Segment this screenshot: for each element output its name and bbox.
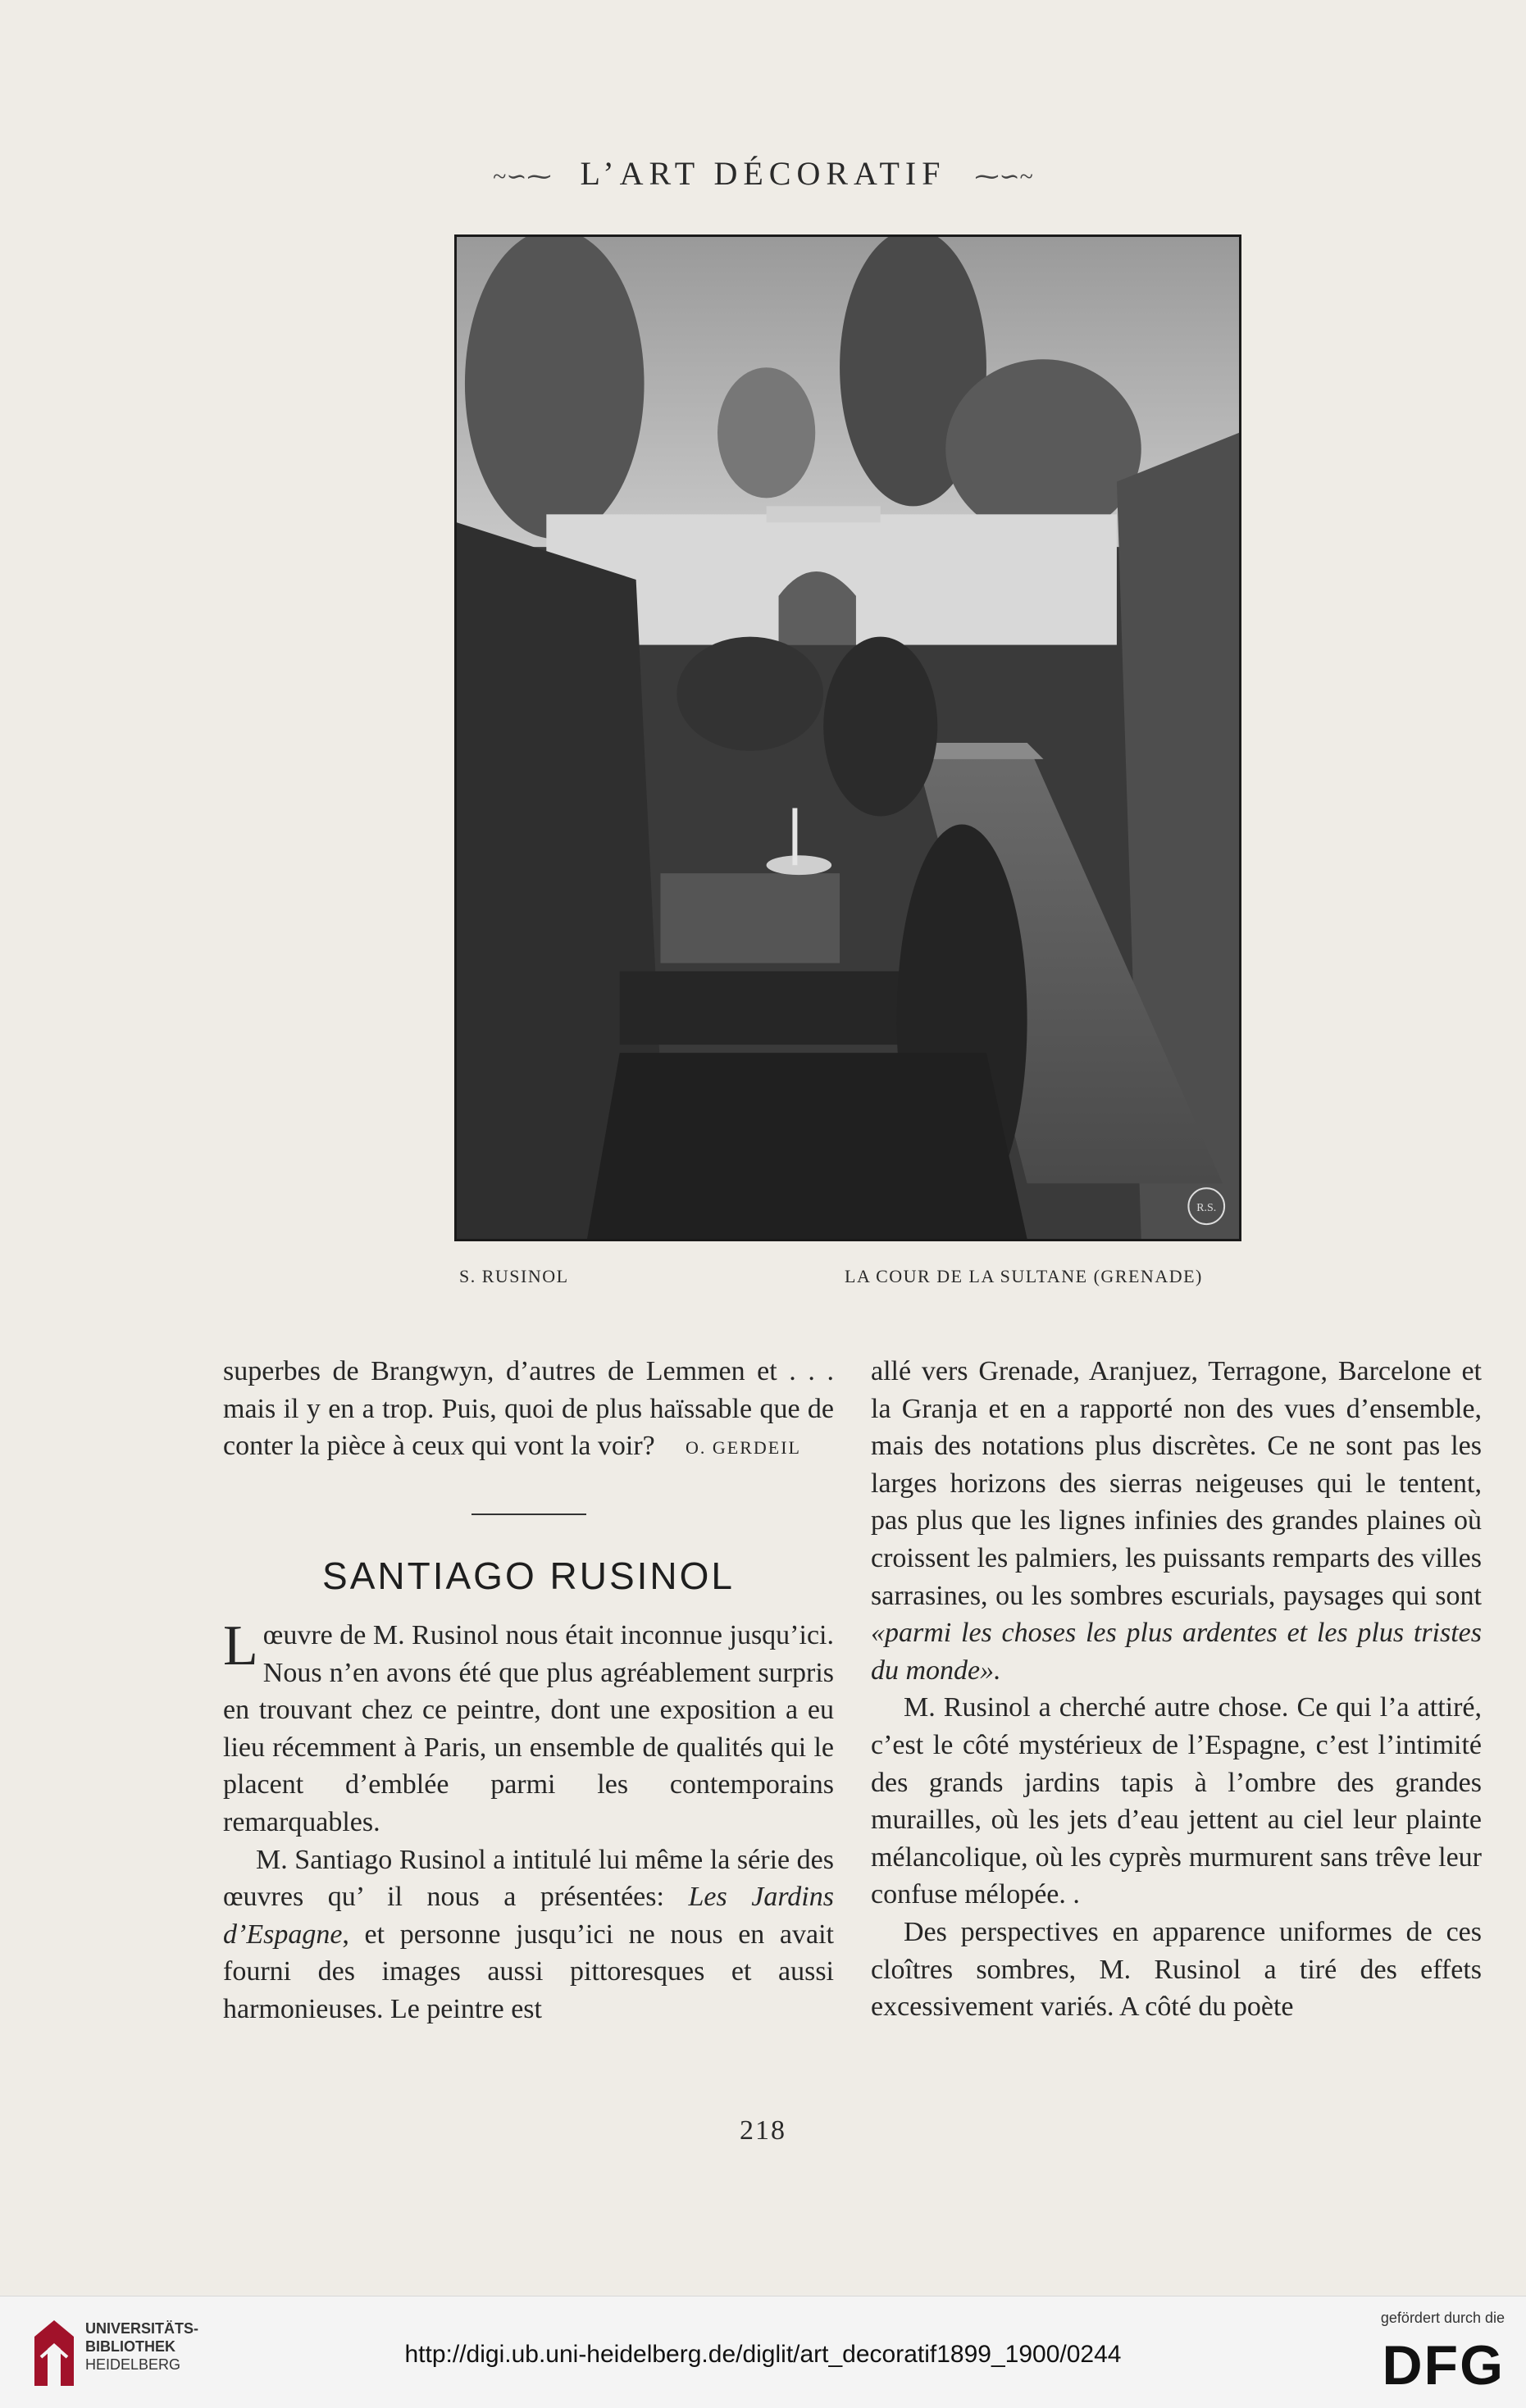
- right-column: [871, 1353, 1482, 2026]
- section-title: SANTIAGO RUSINOL: [322, 1555, 735, 1598]
- italic-quote: «parmi les choses les plus ardentes et les plus tristes du monde».: [871, 1618, 1482, 1686]
- dfg-logo: DFG: [1382, 2334, 1505, 2397]
- page-number: 218: [740, 2115, 786, 2146]
- caption-title: LA COUR DE LA SULTANE (GRENADE): [845, 1266, 1203, 1286]
- italic-title: Les Jardins d’Espagne: [223, 1882, 834, 1950]
- paragraph-text: œuvre de M. Rusinol nous était inconnue jusqu’ici. Nous n’en avons été que plus agréablement surpris en trouvant chez ce peintre, dont une exposition a eu lieu récemment à Paris, un ensemble de qualités qui le placent d’emblée parmi les contemporains remarquables.: [223, 1619, 834, 1837]
- paragraph: Des perspectives en apparence uniformes de ces cloîtres sombres, M. Rusinol a tiré des effets excessivement variés. A côté du poète: [871, 1916, 1482, 2023]
- paragraph-text: M. Santiago Rusinol a intitulé lui même la série des œuvres qu’ il nous a présentées:: [223, 1844, 834, 1913]
- caption-artist: S. RUSINOL: [459, 1266, 569, 1286]
- ornament-right-icon: ⁓∽~: [974, 163, 1033, 191]
- monogram: R.S.: [1196, 1202, 1217, 1215]
- running-head: [0, 154, 1526, 193]
- paragraph: M. Rusinol a cherché autre chose. Ce qui l’a attiré, c’est le côté mystérieux de l’Espagne, c’est l’intimité des grands jardins tapis à l’ombre des grandes murailles, où les jets d’eau jettent au ciel leur plainte mélancolique, où les cyprès murmurent sans trêve leur confuse mélopée. .: [871, 1692, 1482, 1910]
- digitization-footer: [0, 2296, 1526, 2408]
- ornament-left-icon: ~∽⁓: [493, 163, 552, 191]
- funder-text: gefördert durch die: [1380, 2310, 1505, 2326]
- paragraph: [223, 1841, 834, 2028]
- garden-painting-image: [457, 237, 1239, 1239]
- paragraph-text: , et personne jusqu’ici ne nous en avait fourni des images aussi pittoresques et aussi harmonieuses. Le peintre est: [223, 1919, 834, 2024]
- signature: O. GERDEIL: [686, 1436, 801, 1458]
- library-line: UNIVERSITÄTS-: [85, 2320, 199, 2337]
- library-line: HEIDELBERG: [85, 2356, 181, 2373]
- paragraph: [871, 1353, 1482, 1689]
- left-column: [223, 1353, 834, 2028]
- running-title: L’ART DÉCORATIF: [580, 155, 946, 192]
- dropcap: L: [223, 1614, 258, 1677]
- library-line: BIBLIOTHEK: [85, 2338, 175, 2355]
- paragraph-dropcap: [223, 1614, 834, 1841]
- paragraph: superbes de Brangwyn, d’autres de Lemmen et . . . mais il y en a trop. Puis, quoi de plus haïssable que de conter la pièce à ceux qui vont la voir?: [223, 1356, 834, 1462]
- painting-plate: [454, 234, 1241, 1241]
- source-url-link[interactable]: http://digi.ub.uni-heidelberg.de/diglit/art_decoratif1899_1900/0244: [404, 2341, 1122, 2368]
- divider: [471, 1514, 586, 1515]
- paragraph-text: allé vers Grenade, Aranjuez, Terragone, Barcelone et la Granja et en a rapporté non des vues d’ensemble, mais des notations plus discrètes. Ce ne sont pas les larges horizons des sierras neigeuses qui le tentent, pas plus que les lignes infinies des grandes plaines où croissent les palmiers, les puissants remparts des villes sarrasines, ou les sombres escurials, paysages qui sont: [871, 1356, 1482, 1611]
